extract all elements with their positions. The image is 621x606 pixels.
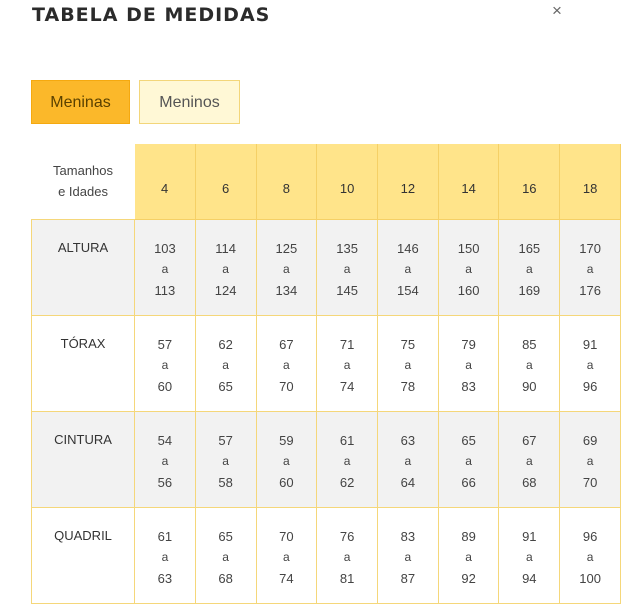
- range-max: 160: [457, 282, 480, 298]
- size-table: [31, 144, 621, 604]
- range-min: 79: [461, 336, 476, 352]
- measurement-cell: [317, 507, 378, 603]
- range-separator: a: [222, 357, 229, 372]
- range-min: 57: [218, 432, 233, 448]
- range-separator: a: [343, 261, 351, 276]
- range-separator: a: [586, 453, 594, 468]
- measurement-cell: [317, 315, 378, 411]
- range-separator: a: [465, 453, 472, 468]
- range-separator: a: [586, 261, 594, 276]
- measurement-cell: [499, 507, 560, 603]
- range-max: 62: [339, 474, 355, 490]
- range-separator: a: [465, 261, 472, 276]
- close-icon[interactable]: ×: [552, 1, 562, 20]
- measurement-cell: [135, 411, 196, 507]
- range-min: 135: [336, 240, 358, 256]
- measurement-label: QUADRIL: [32, 507, 135, 603]
- measurement-cell: [499, 219, 560, 315]
- range-min: 76: [339, 528, 355, 544]
- range-max: 68: [522, 474, 537, 490]
- tab-meninos[interactable]: Meninos: [139, 80, 240, 124]
- table-header-row: [32, 144, 621, 219]
- range-separator: a: [283, 357, 290, 372]
- measurement-cell: [317, 411, 378, 507]
- range-separator: a: [586, 357, 594, 372]
- corner-label-line-2: e Idades: [58, 184, 108, 200]
- range-max: 60: [279, 474, 294, 490]
- range-separator: a: [343, 453, 351, 468]
- range-max: 74: [339, 378, 355, 394]
- range-max: 100: [579, 570, 601, 586]
- measurement-cell: [560, 219, 621, 315]
- range-separator: a: [465, 549, 472, 564]
- measurement-cell: [438, 219, 499, 315]
- measurement-cell: [377, 507, 438, 603]
- range-min: 54: [157, 432, 173, 448]
- measurement-cell: [195, 507, 256, 603]
- range-max: 81: [339, 570, 355, 586]
- range-min: 150: [457, 240, 480, 256]
- range-min: 125: [275, 240, 298, 256]
- range-separator: a: [404, 357, 412, 372]
- range-max: 96: [582, 378, 598, 394]
- size-header: 14: [438, 144, 499, 219]
- measurement-cell: [135, 315, 196, 411]
- range-separator: a: [525, 453, 533, 468]
- tab-meninas[interactable]: Meninas: [31, 80, 130, 124]
- range-min: 70: [279, 528, 294, 544]
- measurement-cell: [377, 411, 438, 507]
- range-min: 170: [579, 240, 601, 256]
- range-separator: a: [586, 549, 594, 564]
- range-max: 92: [461, 570, 476, 586]
- range-min: 75: [400, 336, 416, 352]
- range-separator: a: [343, 357, 351, 372]
- range-max: 78: [400, 378, 416, 394]
- range-max: 63: [157, 570, 173, 586]
- range-min: 67: [522, 432, 537, 448]
- range-min: 61: [339, 432, 355, 448]
- measurement-cell: [135, 507, 196, 603]
- table-row: [32, 507, 621, 603]
- size-table-scroll[interactable]: [31, 144, 601, 606]
- measurement-cell: [195, 219, 256, 315]
- range-min: 91: [582, 336, 598, 352]
- range-min: 83: [400, 528, 416, 544]
- range-separator: a: [343, 549, 351, 564]
- range-separator: a: [283, 261, 290, 276]
- measurement-cell: [377, 315, 438, 411]
- measurement-label: CINTURA: [32, 411, 135, 507]
- measurement-cell: [195, 315, 256, 411]
- range-min: 146: [397, 240, 419, 256]
- range-min: 71: [339, 336, 355, 352]
- range-min: 96: [582, 528, 598, 544]
- range-max: 58: [218, 474, 233, 490]
- measurement-cell: [256, 507, 317, 603]
- range-separator: a: [404, 453, 412, 468]
- range-max: 113: [154, 282, 176, 298]
- size-header: 4: [135, 144, 196, 219]
- corner-label-line-1: Tamanhos: [53, 163, 114, 179]
- range-separator: a: [222, 261, 229, 276]
- range-separator: a: [222, 453, 229, 468]
- size-header: 6: [195, 144, 256, 219]
- range-max: 94: [522, 570, 537, 586]
- measurement-cell: [377, 219, 438, 315]
- range-min: 65: [218, 528, 233, 544]
- range-max: 74: [279, 570, 294, 586]
- range-min: 91: [522, 528, 537, 544]
- range-max: 56: [157, 474, 173, 490]
- corner-header: [32, 144, 135, 219]
- range-max: 65: [218, 378, 233, 394]
- range-separator: a: [525, 549, 533, 564]
- measurement-cell: [256, 411, 317, 507]
- range-max: 60: [157, 378, 173, 394]
- measurement-cell: [195, 411, 256, 507]
- size-header: 18: [560, 144, 621, 219]
- measurement-label: ALTURA: [32, 219, 135, 315]
- range-min: 63: [400, 432, 416, 448]
- range-separator: a: [404, 261, 412, 276]
- range-max: 134: [275, 282, 298, 298]
- range-separator: a: [161, 261, 169, 276]
- range-max: 66: [461, 474, 476, 490]
- range-min: 65: [461, 432, 476, 448]
- range-min: 61: [157, 528, 173, 544]
- range-min: 165: [518, 240, 541, 256]
- range-min: 85: [522, 336, 537, 352]
- range-max: 169: [518, 282, 541, 298]
- measurement-cell: [499, 315, 560, 411]
- range-max: 176: [579, 282, 601, 298]
- range-min: 59: [279, 432, 294, 448]
- range-min: 62: [218, 336, 233, 352]
- range-max: 154: [397, 282, 419, 298]
- range-min: 89: [461, 528, 476, 544]
- range-separator: a: [161, 357, 169, 372]
- table-row: [32, 411, 621, 507]
- range-min: 57: [157, 336, 173, 352]
- measurement-cell: [438, 315, 499, 411]
- table-row: [32, 315, 621, 411]
- range-min: 103: [154, 240, 176, 256]
- range-max: 90: [522, 378, 537, 394]
- range-separator: a: [525, 357, 533, 372]
- range-max: 64: [400, 474, 416, 490]
- measurement-cell: [560, 411, 621, 507]
- size-header: 12: [377, 144, 438, 219]
- range-max: 68: [218, 570, 233, 586]
- measurement-cell: [317, 219, 378, 315]
- table-row: [32, 219, 621, 315]
- range-max: 70: [279, 378, 294, 394]
- range-separator: a: [283, 453, 290, 468]
- range-max: 70: [582, 474, 598, 490]
- range-max: 145: [336, 282, 358, 298]
- size-header: 8: [256, 144, 317, 219]
- measurement-cell: [499, 411, 560, 507]
- size-header: 16: [499, 144, 560, 219]
- range-max: 124: [214, 282, 237, 298]
- range-max: 87: [400, 570, 416, 586]
- range-separator: a: [161, 549, 169, 564]
- range-separator: a: [161, 453, 169, 468]
- range-min: 67: [279, 336, 294, 352]
- measurement-cell: [135, 219, 196, 315]
- measurement-cell: [560, 507, 621, 603]
- range-separator: a: [465, 357, 472, 372]
- measurement-cell: [438, 411, 499, 507]
- range-separator: a: [404, 549, 412, 564]
- measurement-label: TÓRAX: [32, 315, 135, 411]
- modal-title: TABELA DE MEDIDAS: [32, 4, 271, 26]
- range-separator: a: [525, 261, 533, 276]
- measurement-cell: [256, 219, 317, 315]
- range-separator: a: [283, 549, 290, 564]
- range-min: 69: [582, 432, 598, 448]
- range-separator: a: [222, 549, 229, 564]
- measurement-cell: [438, 507, 499, 603]
- measurement-cell: [560, 315, 621, 411]
- range-max: 83: [461, 378, 476, 394]
- range-min: 114: [215, 240, 237, 256]
- size-header: 10: [317, 144, 378, 219]
- measurement-cell: [256, 315, 317, 411]
